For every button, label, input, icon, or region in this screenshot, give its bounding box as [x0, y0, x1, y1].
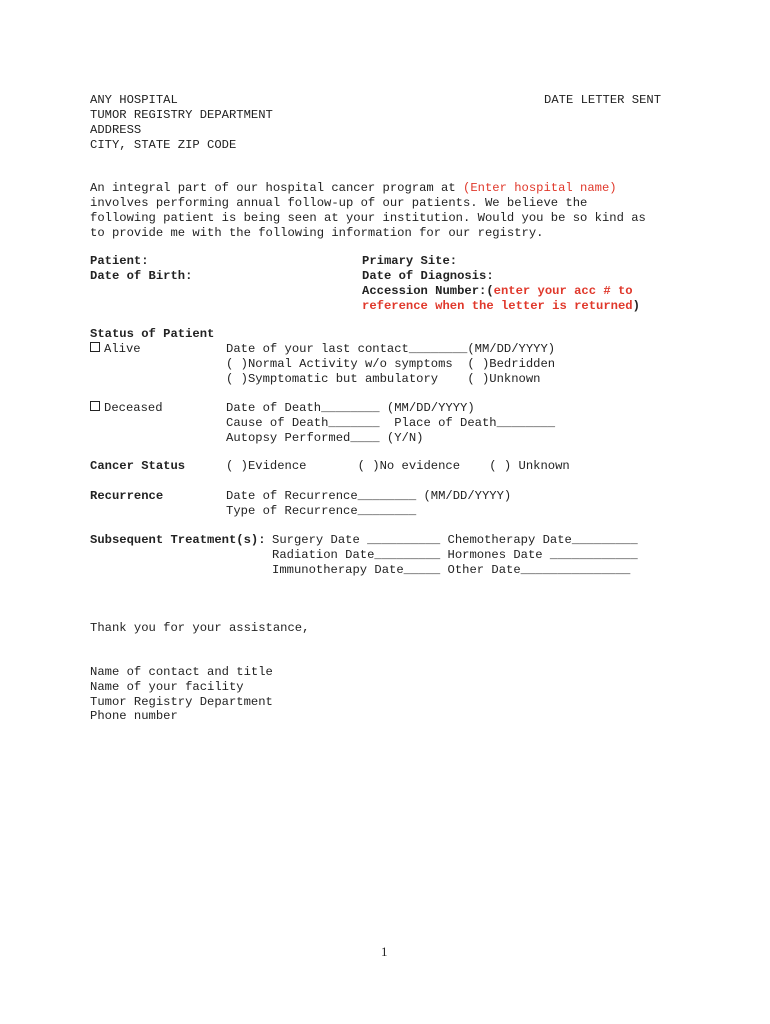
date-of-death-line: Date of Death________ (MM/DD/YYYY) — [226, 401, 475, 415]
cause-place-death-line: Cause of Death_______ Place of Death________ — [226, 416, 556, 430]
cancer-status-options: ( )Evidence ( )No evidence ( ) Unknown — [226, 459, 570, 473]
treatment-line-2: Radiation Date_________ Hormones Date ____________ — [272, 548, 638, 562]
page-number: 1 — [381, 944, 388, 959]
diagnosis-date-label: Date of Diagnosis: — [362, 269, 494, 283]
city-state-zip: CITY, STATE ZIP CODE — [90, 138, 237, 152]
status-heading: Status of Patient — [90, 327, 215, 341]
intro-line-1 — [90, 181, 617, 196]
treatment-line-1: Surgery Date __________ Chemotherapy Date_________ — [272, 533, 638, 547]
accession-note: enter your acc # to — [493, 284, 633, 298]
signature-contact: Name of contact and title — [90, 665, 273, 679]
dob-label: Date of Birth: — [90, 269, 193, 283]
signature-facility: Name of your facility — [90, 680, 244, 694]
accession-label: Accession Number:( — [362, 284, 494, 298]
alive-option[interactable] — [90, 342, 141, 357]
primary-site-label: Primary Site: — [362, 254, 458, 268]
accession-note-cont: reference when the letter is returned — [362, 299, 633, 313]
address-line: ADDRESS — [90, 123, 142, 137]
activity-options-1: ( )Normal Activity w/o symptoms ( )Bedridden — [226, 357, 556, 371]
department-name: TUMOR REGISTRY DEPARTMENT — [90, 108, 273, 122]
recurrence-date-line: Date of Recurrence________ (MM/DD/YYYY) — [226, 489, 512, 503]
date-letter-sent: DATE LETTER SENT — [544, 93, 662, 107]
intro-text: An integral part of our hospital cancer program at — [90, 181, 463, 195]
thanks-line: Thank you for your assistance, — [90, 621, 310, 635]
accession-close: ) — [632, 299, 640, 313]
deceased-option[interactable] — [90, 401, 163, 416]
last-contact-line: Date of your last contact________(MM/DD/YYYY) — [226, 342, 556, 356]
signature-phone: Phone number — [90, 709, 178, 723]
patient-label: Patient: — [90, 254, 149, 268]
cancer-status-label: Cancer Status — [90, 459, 186, 473]
treatment-line-3: Immunotherapy Date_____ Other Date_______________ — [272, 563, 631, 577]
signature-department: Tumor Registry Department — [90, 695, 273, 709]
activity-options-2: ( )Symptomatic but ambulatory ( )Unknown — [226, 372, 541, 386]
deceased-label: Deceased — [104, 401, 163, 415]
hospital-name-placeholder: (Enter hospital name) — [463, 181, 617, 195]
accession-note-line-2 — [362, 299, 640, 314]
recurrence-type-line: Type of Recurrence________ — [226, 504, 417, 518]
autopsy-line: Autopsy Performed____ (Y/N) — [226, 431, 424, 445]
intro-line-2: involves performing annual follow-up of our patients. We believe the — [90, 196, 588, 210]
treatment-label: Subsequent Treatment(s): — [90, 533, 266, 547]
accession-number-line — [362, 284, 633, 299]
alive-label: Alive — [104, 342, 141, 356]
hospital-name: ANY HOSPITAL — [90, 93, 178, 107]
recurrence-label: Recurrence — [90, 489, 164, 503]
alive-checkbox[interactable] — [90, 342, 100, 352]
intro-line-3: following patient is being seen at your institution. Would you be so kind as — [90, 211, 646, 225]
intro-line-4: to provide me with the following information for our registry. — [90, 226, 544, 240]
deceased-checkbox[interactable] — [90, 401, 100, 411]
